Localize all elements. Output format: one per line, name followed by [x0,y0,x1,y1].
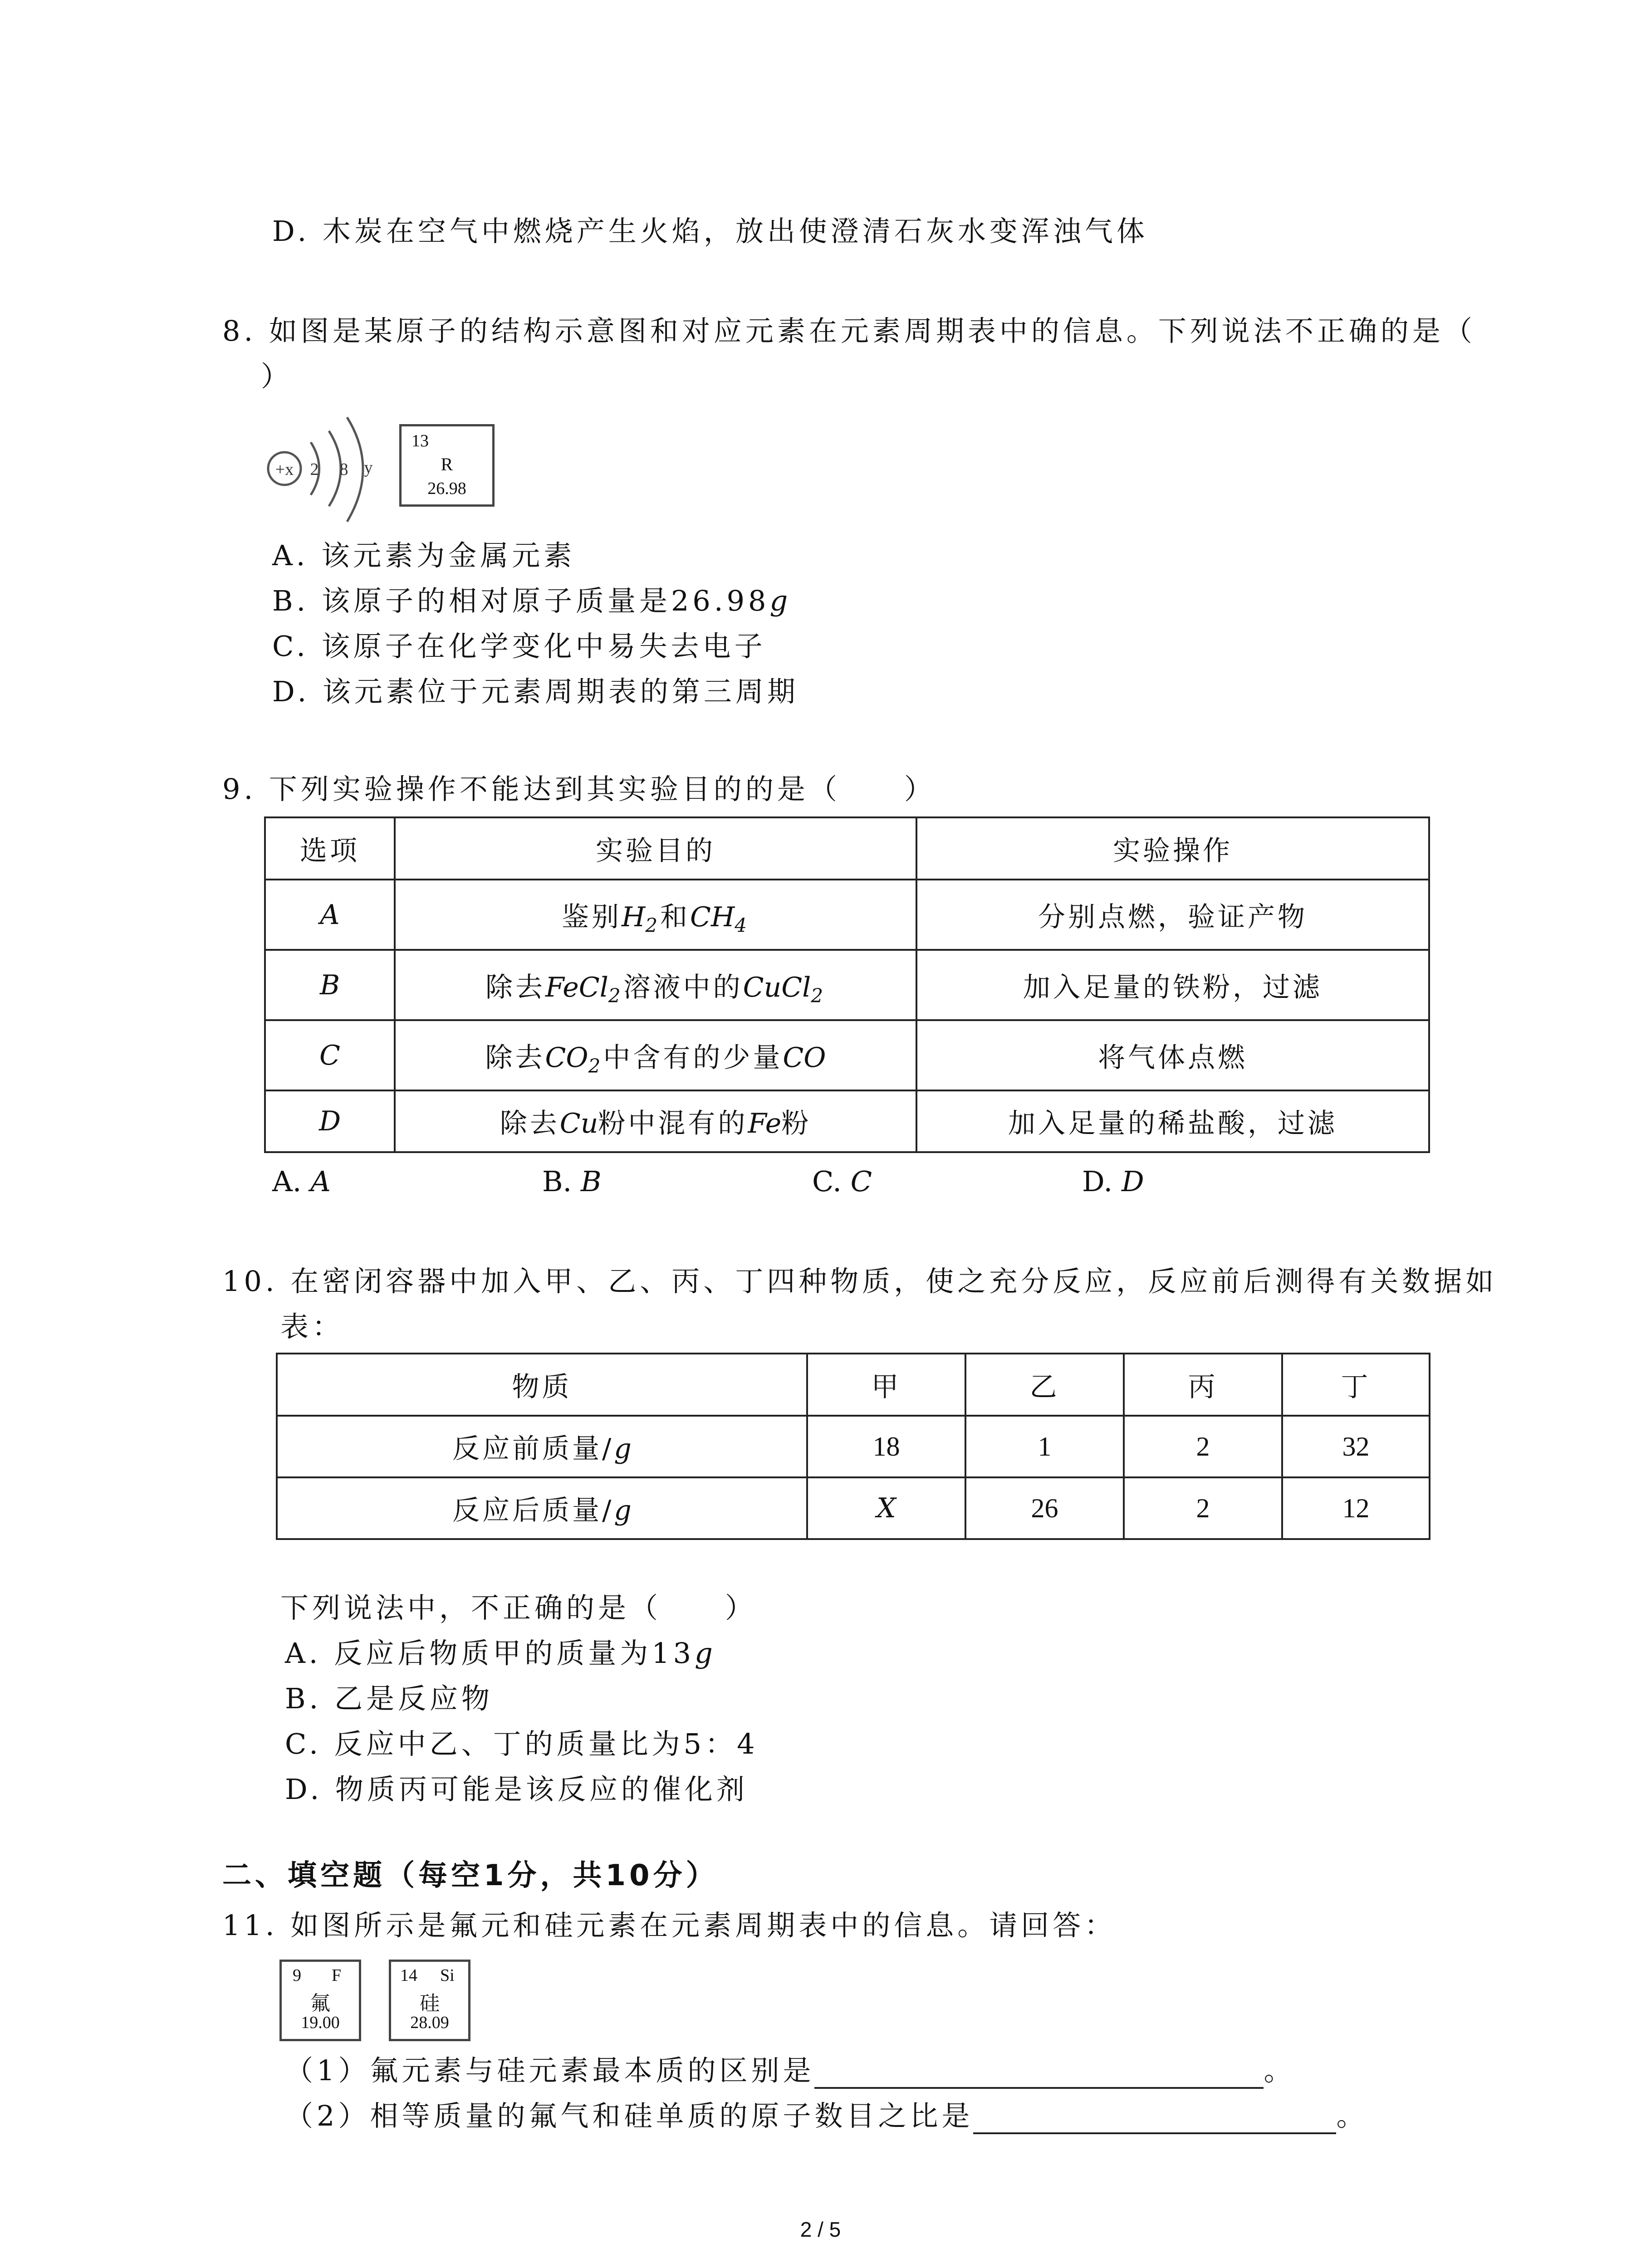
q10-row-label: 反应前质量/g [277,1416,807,1477]
q9-header-purpose: 实验目的 [395,817,916,880]
q9-row-operation: 分别点燃，验证产物 [916,880,1429,950]
q9-row-purpose: 除去Cu粉中混有的Fe粉 [395,1090,916,1152]
q9-row-option: A [265,880,395,950]
q10-header-bing: 丙 [1124,1354,1282,1416]
q9-answer-a: A. A [272,1165,331,1198]
q9-row-option: C [265,1020,395,1090]
q10-cell: 12 [1282,1477,1430,1539]
q11-answer-blank-2[interactable] [973,2104,1336,2134]
q10-cell: 26 [965,1477,1124,1539]
q10-option-a: A. 反应后物质甲的质量为13g [285,1637,713,1670]
q9-row-option: B [265,950,395,1020]
q9-row-operation: 将气体点燃 [916,1020,1429,1090]
q10-cell: 2 [1124,1416,1282,1477]
q10-table [276,1353,1430,1540]
q10-cell: 32 [1282,1416,1430,1477]
q9-header-option: 选项 [265,817,395,880]
q9-table-header [265,817,1429,880]
element-cell-r-symbol: R [441,454,453,474]
atom-structure-diagram [263,415,395,538]
table-row [277,1477,1430,1539]
table-row [265,1090,1429,1152]
element-cell-r-mass: 26.98 [427,479,466,498]
q9-stem: 9. 下列实验操作不能达到其实验目的的是（ ） [222,772,936,806]
shell-3-count: y [364,458,373,477]
q9-answer-c: C. C [812,1165,872,1198]
q8-stem: 8. 如图是某原子的结构示意图和对应元素在元素周期表中的信息。下列说法不正确的是（ [222,314,1476,347]
element-tile-silicon [389,1960,470,2041]
q10-stem: 10. 在密闭容器中加入甲、乙、丙、丁四种物质，使之充分反应，反应前后测得有关数据如 [222,1265,1498,1298]
q9-answer-choices [0,1163,1641,1200]
nucleus-charge: +x [275,460,294,479]
fluorine-symbol: F [332,1966,342,1985]
element-tile-fluorine [279,1960,361,2041]
q9-row-purpose: 鉴别$H_2$和$CH_4$ [395,880,916,950]
q10-option-b: B. 乙是反应物 [285,1682,493,1715]
q10-question: 下列说法中，不正确的是（ ） [280,1591,757,1624]
element-cell-r-number: 13 [411,431,429,450]
table-row [277,1416,1430,1477]
table-row [265,880,1429,950]
q10-option-d: D. 物质丙可能是该反应的催化剂 [285,1773,748,1806]
element-cell-r [399,424,495,507]
q9-row-operation: 加入足量的铁粉，过滤 [916,950,1429,1020]
q11-stem: 11. 如图所示是氟元和硅元素在元素周期表中的信息。请回答： [222,1909,1117,1942]
q8-option-a: A. 该元素为金属元素 [272,539,576,572]
q11-part-2: （2）相等质量的氟气和硅单质的原子数目之比是 。 [285,2098,1368,2134]
q10-stem-cont: 表： [280,1310,344,1343]
fluorine-number: 9 [293,1966,301,1985]
q11-part-1: （1）氟元素与硅元素最本质的区别是 。 [285,2053,1295,2089]
q10-header-jia: 甲 [807,1354,965,1416]
shell-1-count: 2 [310,460,319,479]
q9-row-operation: 加入足量的稀盐酸，过滤 [916,1090,1429,1152]
silicon-mass: 28.09 [410,2013,449,2032]
q8-stem-close: ） [261,360,293,393]
q8-option-c: C. 该原子在化学变化中易失去电子 [272,630,766,663]
q10-header-yi: 乙 [965,1354,1124,1416]
fluorine-mass: 19.00 [301,2013,340,2032]
q10-row-label: 反应后质量/g [277,1477,807,1539]
q10-cell: 18 [807,1416,965,1477]
q11-answer-blank-1[interactable] [814,2059,1264,2089]
q8-option-d: D. 该元素位于元素周期表的第三周期 [272,675,799,708]
q9-answer-b: B. B [542,1165,602,1198]
table-row [265,1020,1429,1090]
q10-cell: X [807,1477,965,1539]
q7-option-d: D. 木炭在空气中燃烧产生火焰，放出使澄清石灰水变浑浊气体 [272,215,1148,248]
q10-cell: 2 [1124,1477,1282,1539]
q10-header-ding: 丁 [1282,1354,1430,1416]
q9-row-purpose: 除去FeCl$_2$溶液中的CuCl$_2$ [395,950,916,1020]
q9-answer-d: D. D [1082,1165,1144,1198]
silicon-symbol: Si [440,1966,455,1985]
q10-table-header [277,1354,1430,1416]
q9-table [264,816,1430,1153]
q9-header-operation: 实验操作 [916,817,1429,880]
q8-option-b: B. 该原子的相对原子质量是26.98g [272,584,788,617]
q10-header-substance: 物质 [277,1354,807,1416]
page-number: 2 / 5 [800,2218,841,2241]
table-row [265,950,1429,1020]
silicon-name: 硅 [420,1992,440,2015]
q10-cell: 1 [965,1416,1124,1477]
silicon-number: 14 [400,1966,417,1985]
q10-option-c: C. 反应中乙、丁的质量比为5：4 [285,1727,759,1760]
fluorine-name: 氟 [310,1992,330,2015]
shell-2-count: 8 [339,460,348,479]
q9-row-purpose: 除去$CO_2$中含有的少量CO [395,1020,916,1090]
section-heading: 二、填空题（每空1分，共10分） [222,1859,719,1892]
q9-row-option: D [265,1090,395,1152]
